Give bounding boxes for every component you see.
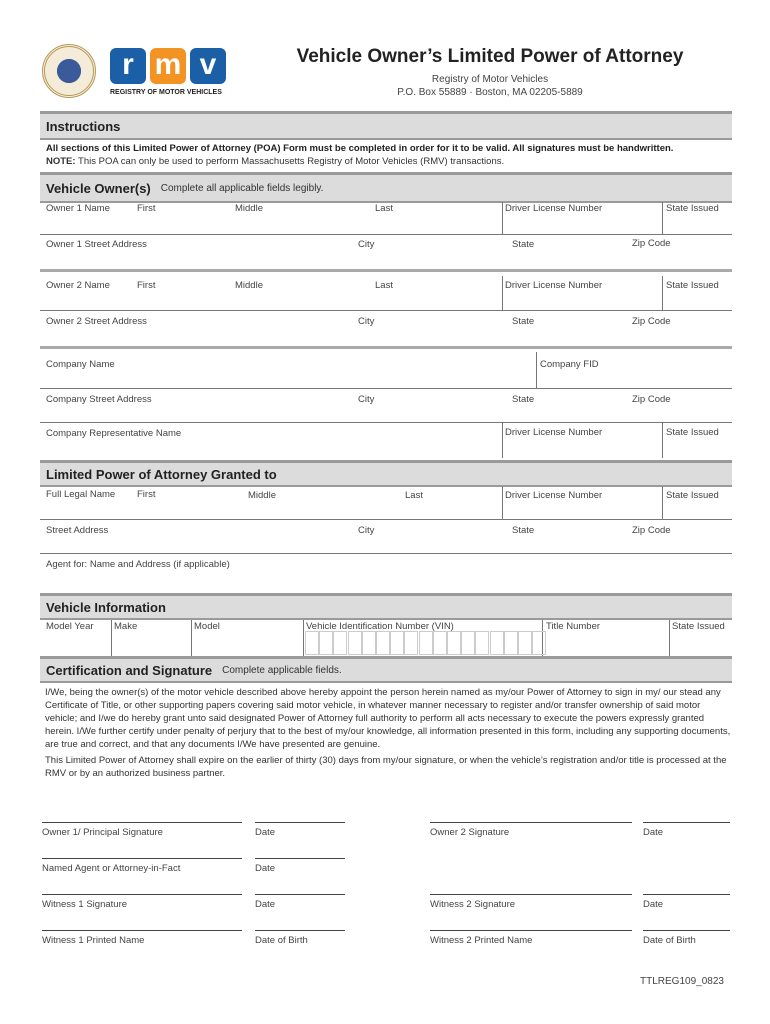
field-label: Zip Code — [632, 525, 671, 536]
field-label: Full Legal Name — [46, 489, 116, 500]
field-label: State Issued — [666, 203, 719, 214]
vin-character-box[interactable] — [518, 631, 532, 655]
field-label: Title Number — [546, 621, 601, 632]
certification-text: I/We, being the owner(s) of the motor vehicle described above hereby appoint the person herein named as my/our Power of Attorney to sign in my/ our stead any Certificate of Title, or other supporting papers covering said motor vehicle, in whatever manner necessary to register and/or transfer ownership of said motor vehicle; and I/we do hereby grant unto said designated Power of Attorney full authority to perform all acts necessary to execute the powers expressly granted herein. I/We further certify under penalty of perjury that to the best of my/our knowledge, all information presented in this form, including any supporting documents, are true and correct, and that any documents I/We have presented are genuine. — [45, 687, 731, 750]
field-label: Owner 1 Street Address — [46, 239, 147, 250]
logo-letter-v: v — [190, 48, 226, 84]
vin-character-box[interactable] — [532, 631, 546, 655]
certification-header — [40, 656, 732, 683]
agency-address: P.O. Box 55889 · Boston, MA 02205-5889 — [397, 87, 583, 98]
field-label: Middle — [248, 490, 276, 501]
witness2-name-field[interactable]: Witness 2 Printed Name — [430, 930, 632, 946]
field-label: Owner 2 Street Address — [46, 316, 147, 327]
state-seal — [42, 44, 96, 98]
instructions-note — [46, 156, 504, 167]
field-label: City — [358, 316, 375, 327]
agent-date-field[interactable]: Date — [255, 858, 345, 874]
vin-character-box[interactable] — [362, 631, 376, 655]
field-label: Owner 1 Name — [46, 203, 110, 214]
section-title: Vehicle Information — [46, 599, 166, 615]
logo-caption: REGISTRY OF MOTOR VEHICLES — [110, 89, 222, 96]
field-label: City — [358, 394, 375, 405]
field-label: State — [512, 316, 535, 327]
note-label: NOTE: — [46, 156, 76, 167]
vin-character-box[interactable] — [390, 631, 404, 655]
expiration-text: This Limited Power of Attorney shall expire on the earlier of thirty (30) days from my/our signature, or when the vehicle’s registration and/or title is processed at the RMV or by an authorized business partner. — [45, 755, 727, 779]
field-label: Last — [375, 280, 393, 291]
field-label: Vehicle Identification Number (VIN) — [306, 621, 454, 632]
vin-character-box[interactable] — [447, 631, 461, 655]
field-label: Zip Code — [632, 238, 671, 249]
field-label: State — [512, 239, 535, 250]
vin-character-box[interactable] — [348, 631, 362, 655]
owner1-date-field[interactable]: Date — [255, 822, 345, 838]
section-title: Vehicle Owner(s) — [46, 180, 151, 196]
section-title: Limited Power of Attorney Granted to — [46, 466, 277, 482]
witness1-name-field[interactable]: Witness 1 Printed Name — [42, 930, 242, 946]
agent-signature-field[interactable]: Named Agent or Attorney-in-Fact — [42, 858, 242, 874]
field-label: Driver License Number — [505, 203, 603, 214]
note-text: This POA can only be used to perform Massachusetts Registry of Motor Vehicles (RMV) transactions. — [75, 156, 505, 167]
field-label: Driver License Number — [505, 280, 603, 291]
section-title: Certification and Signature — [46, 662, 213, 678]
vin-character-box[interactable] — [305, 631, 319, 655]
field-label: Driver License Number — [505, 427, 603, 438]
field-label: City — [358, 525, 375, 536]
field-label: City — [358, 239, 375, 250]
witness2-signature-field[interactable]: Witness 2 Signature — [430, 894, 632, 910]
field-label: Middle — [235, 280, 263, 291]
field-label: State — [512, 394, 535, 405]
field-label: State Issued — [666, 427, 719, 438]
vin-character-box[interactable] — [490, 631, 504, 655]
agent-for-field[interactable]: Agent for: Name and Address (if applicable) — [46, 559, 230, 570]
vin-character-box[interactable] — [475, 631, 489, 655]
field-label: Model Year — [46, 621, 94, 632]
vin-character-box[interactable] — [433, 631, 447, 655]
vin-character-box[interactable] — [319, 631, 333, 655]
field-label: State — [512, 525, 535, 536]
field-label: First — [137, 203, 156, 214]
section-title: Instructions — [46, 118, 121, 134]
agency-name: Registry of Motor Vehicles — [431, 74, 549, 85]
field-label: State Issued — [666, 280, 719, 291]
vin-character-box[interactable] — [376, 631, 390, 655]
witness1-date-field[interactable]: Date — [255, 894, 345, 910]
owner2-date-field[interactable]: Date — [643, 822, 730, 838]
field-label: Street Address — [46, 525, 109, 536]
field-label: Company Name — [46, 359, 115, 370]
witness2-date-field[interactable]: Date — [643, 894, 730, 910]
logo-letter-r: r — [110, 48, 146, 84]
rmv-logo — [110, 48, 226, 84]
field-label: Driver License Number — [505, 490, 603, 501]
poa-granted-header — [40, 460, 732, 487]
instructions-text: All sections of this Limited Power of Attorney (POA) Form must be completed in order for it to be valid. All signatures must be handwritten. — [46, 143, 674, 154]
field-label: Company Representative Name — [46, 428, 182, 439]
field-label: Company FID — [540, 359, 599, 370]
owner1-signature-field[interactable]: Owner 1/ Principal Signature — [42, 822, 242, 838]
vehicle-info-header — [40, 593, 732, 620]
section-subtitle: Complete all applicable fields legibly. — [160, 182, 324, 194]
vin-character-box[interactable] — [419, 631, 433, 655]
vin-character-box[interactable] — [404, 631, 418, 655]
field-label: Company Street Address — [46, 394, 152, 405]
vehicle-owners-header — [40, 172, 732, 203]
field-label: Last — [375, 203, 393, 214]
field-label: Zip Code — [632, 394, 671, 405]
field-label: First — [137, 489, 156, 500]
field-label: Owner 2 Name — [46, 280, 110, 291]
instructions-header — [40, 111, 732, 140]
witness1-signature-field[interactable]: Witness 1 Signature — [42, 894, 242, 910]
field-label: Model — [194, 621, 220, 632]
vin-character-box[interactable] — [461, 631, 475, 655]
vin-character-box[interactable] — [504, 631, 518, 655]
field-label: Zip Code — [632, 316, 671, 327]
owner2-signature-field[interactable]: Owner 2 Signature — [430, 822, 632, 838]
logo-letter-m: m — [150, 48, 186, 84]
field-label: Make — [114, 621, 138, 632]
witness2-dob-field[interactable]: Date of Birth — [643, 930, 730, 946]
field-label: State Issued — [666, 490, 719, 501]
form-id: TTLREG109_0823 — [640, 976, 724, 987]
page-title: Vehicle Owner’s Limited Power of Attorney — [296, 46, 684, 67]
field-label: First — [137, 280, 156, 291]
field-label: Middle — [235, 203, 263, 214]
field-label: Last — [405, 490, 423, 501]
vin-character-box[interactable] — [333, 631, 347, 655]
section-subtitle: Complete applicable fields. — [222, 664, 342, 676]
field-label: State Issued — [672, 621, 725, 632]
witness1-dob-field[interactable]: Date of Birth — [255, 930, 345, 946]
